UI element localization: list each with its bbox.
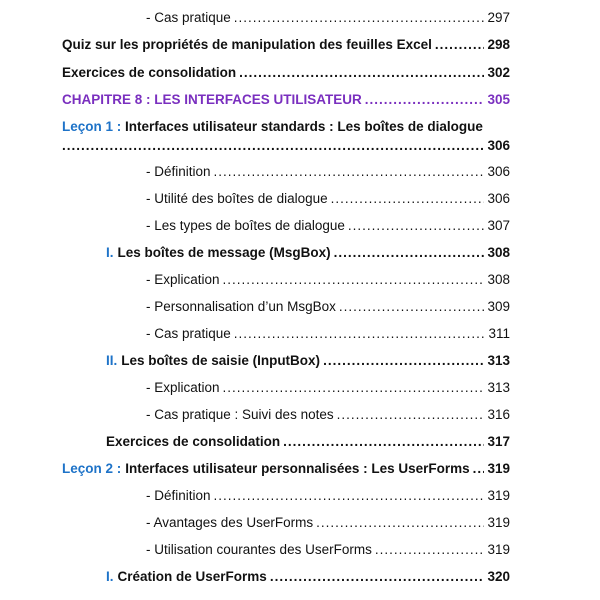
toc-page-number: 298 xyxy=(487,37,510,52)
toc-entry-label: Les boîtes de message (MsgBox) xyxy=(117,245,331,260)
toc-entry xyxy=(62,36,510,54)
toc-leader xyxy=(214,487,485,505)
toc-leader xyxy=(331,190,485,208)
toc-page-number: 309 xyxy=(487,299,510,314)
toc-entry-label: Exercices de consolidation xyxy=(106,434,281,449)
toc-page-number: 313 xyxy=(487,380,510,395)
toc-page-number: 308 xyxy=(487,272,510,287)
toc-section-entry xyxy=(106,352,510,370)
section-numeral: I. xyxy=(106,245,114,260)
toc-page-number: 316 xyxy=(487,407,510,422)
toc-leader xyxy=(365,91,485,109)
toc-page-number: 306 xyxy=(487,164,510,179)
toc-page-number: 313 xyxy=(487,353,510,368)
toc-leader xyxy=(223,379,485,397)
toc-lesson-entry xyxy=(62,118,510,136)
toc-entry-label: - Utilité des boîtes de dialogue xyxy=(146,191,328,206)
toc-entry-label: Création de UserForms xyxy=(117,569,267,584)
toc-entry xyxy=(146,163,510,181)
toc-lesson-leader-line xyxy=(62,137,510,155)
toc-page-number: 319 xyxy=(487,542,510,557)
toc-entry-label: - Les types de boîtes de dialogue xyxy=(146,218,345,233)
toc-chapter-entry xyxy=(62,91,510,109)
toc-leader xyxy=(62,137,484,155)
toc-page-number: 302 xyxy=(487,65,510,80)
toc-leader xyxy=(337,406,485,424)
toc-lesson-entry xyxy=(62,460,510,478)
toc-entry xyxy=(146,325,510,343)
toc-leader xyxy=(239,64,484,82)
toc-entry-label: - Avantages des UserForms xyxy=(146,515,314,530)
toc-entry xyxy=(62,64,510,82)
page-cutoff xyxy=(0,588,600,600)
toc-leader xyxy=(334,244,485,262)
toc-leader xyxy=(473,460,485,478)
toc-entry xyxy=(146,190,510,208)
toc-entry-label: - Explication xyxy=(146,380,220,395)
toc-entry xyxy=(146,514,510,532)
toc-entry-label: - Personnalisation d’un MsgBox xyxy=(146,299,336,314)
toc-section-entry xyxy=(106,568,510,586)
toc-page-number: 307 xyxy=(487,218,510,233)
lesson-title: Interfaces utilisateur standards : Les boîtes de dialogue xyxy=(125,119,483,134)
toc-entry xyxy=(146,541,510,559)
toc-entry-label: - Cas pratique xyxy=(146,326,231,341)
toc-entry xyxy=(146,406,510,424)
toc-leader xyxy=(348,217,485,235)
toc-section-entry xyxy=(106,244,510,262)
toc-page-number: 306 xyxy=(487,138,510,153)
toc-entry-label: - Cas pratique xyxy=(146,10,231,25)
toc-page-number: 320 xyxy=(487,569,510,584)
toc-leader xyxy=(323,352,484,370)
toc-page-number: 319 xyxy=(487,488,510,503)
toc-leader xyxy=(435,36,485,54)
section-numeral: II. xyxy=(106,353,118,368)
toc-entry xyxy=(106,433,510,451)
toc-entry-label: Les boîtes de saisie (InputBox) xyxy=(121,353,321,368)
toc-page-number: 317 xyxy=(487,434,510,449)
toc-entry-label: - Définition xyxy=(146,488,211,503)
toc-page-number: 308 xyxy=(487,245,510,260)
toc-leader xyxy=(270,568,485,586)
toc-page-number: 319 xyxy=(487,515,510,530)
toc-leader xyxy=(234,9,485,27)
toc-leader xyxy=(316,514,484,532)
toc-leader xyxy=(375,541,485,559)
chapter-title: CHAPITRE 8 : LES INTERFACES UTILISATEUR xyxy=(62,92,362,107)
toc-entry xyxy=(146,271,510,289)
toc-leader xyxy=(339,298,485,316)
toc-leader xyxy=(234,325,486,343)
toc-entry xyxy=(146,487,510,505)
toc-entry-label: - Cas pratique : Suivi des notes xyxy=(146,407,334,422)
toc-leader xyxy=(214,163,485,181)
toc-entry-label: Exercices de consolidation xyxy=(62,65,237,80)
toc-entry-label: Quiz sur les propriétés de manipulation des feuilles Excel xyxy=(62,37,432,52)
toc-leader xyxy=(223,271,485,289)
toc-entry-label: - Utilisation courantes des UserForms xyxy=(146,542,372,557)
toc-entry-label: - Explication xyxy=(146,272,220,287)
lesson-title: Interfaces utilisateur personnalisées : Les UserForms xyxy=(125,461,470,476)
toc-entry xyxy=(146,298,510,316)
toc-leader xyxy=(283,433,484,451)
toc-entry xyxy=(146,379,510,397)
lesson-key: Leçon 2 : xyxy=(62,461,122,476)
toc-entry xyxy=(146,217,510,235)
toc-page-number: 297 xyxy=(487,10,510,25)
toc-page-number: 319 xyxy=(487,461,510,476)
toc-entry xyxy=(146,9,510,27)
toc-page-number: 306 xyxy=(487,191,510,206)
lesson-key: Leçon 1 : xyxy=(62,119,122,134)
toc-page-number: 305 xyxy=(487,92,510,107)
toc-entry-label: - Définition xyxy=(146,164,211,179)
toc-page-number: 311 xyxy=(488,326,510,341)
section-numeral: I. xyxy=(106,569,114,584)
